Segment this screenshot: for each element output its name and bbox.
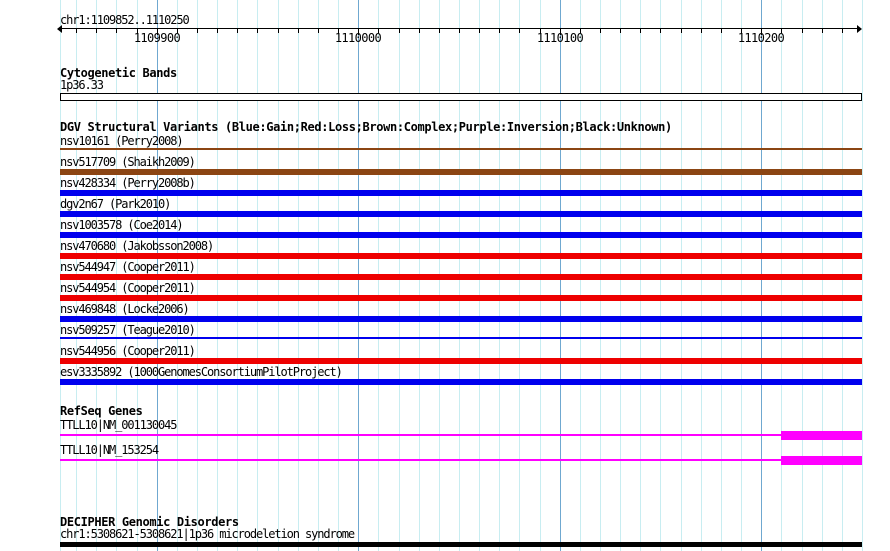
ruler-tick [681,28,682,33]
ruler-tick [116,28,117,33]
ruler-tick-label: 1110000 [334,31,382,45]
ruler-tick [96,28,97,33]
ruler-tick [318,28,319,33]
ruler-tick [76,28,77,33]
dgv-variant-bar[interactable] [60,316,862,322]
dgv-variant-label[interactable]: dgv2n67 (Park2010) [60,197,171,211]
refseq-gene-label[interactable]: TTLL10|NM_001130045 [60,418,177,432]
ruler-tick [822,28,823,33]
gene-intron-line[interactable] [60,459,781,461]
cytoband-glyph[interactable] [60,93,862,101]
ruler-tick [600,28,601,33]
dgv-variant-bar[interactable] [60,379,862,385]
dgv-variant-bar[interactable] [60,232,862,238]
dgv-variant-bar[interactable] [60,148,862,150]
ruler-tick-label: 1109900 [133,31,181,45]
ruler-tick [479,28,480,33]
ruler-tick [257,28,258,33]
ruler-tick [237,28,238,33]
dgv-variant-bar[interactable] [60,295,862,301]
ruler-tick [701,28,702,33]
ruler-tick [459,28,460,33]
dgv-variant-label[interactable]: nsv470680 (Jakobsson2008) [60,239,214,253]
dgv-variant-bar[interactable] [60,169,862,175]
dgv-variant-bar[interactable] [60,274,862,280]
ruler-tick [620,28,621,33]
gene-exon-block[interactable] [781,431,862,440]
ruler-tick [499,28,500,33]
dgv-variant-bar[interactable] [60,337,862,339]
dgv-variant-bar[interactable] [60,253,862,259]
dgv-variant-label[interactable]: nsv544956 (Cooper2011) [60,344,195,358]
ruler-tick [298,28,299,33]
ruler-tick [439,28,440,33]
ruler-tick [802,28,803,33]
gene-intron-line[interactable] [60,434,781,436]
cytoband-label: 1p36.33 [60,78,103,92]
dgv-variant-label[interactable]: nsv509257 (Teague2010) [60,323,195,337]
dgv-variant-label[interactable]: nsv469848 (Locke2006) [60,302,189,316]
ruler-tick-label: 1110100 [536,31,584,45]
dgv-variant-label[interactable]: esv3335892 (1000GenomesConsortiumPilotProject) [60,365,342,379]
region-position-label: chr1:1109852..1110250 [60,13,189,27]
dgv-variant-bar[interactable] [60,190,862,196]
decipher-region-bar[interactable] [60,542,862,547]
refseq-gene-label[interactable]: TTLL10|NM_153254 [60,443,158,457]
ruler-tick [399,28,400,33]
dgv-title: DGV Structural Variants (Blue:Gain;Red:Loss;Brown:Complex;Purple:Inversion;Black:Unknown) [60,120,672,134]
ruler-tick [197,28,198,33]
ruler-tick [217,28,218,33]
cytogenetic-bands-title: Cytogenetic Bands [60,66,177,80]
refseq-title: RefSeq Genes [60,404,143,418]
dgv-variant-label[interactable]: nsv1003578 (Coe2014) [60,218,183,232]
arrow-left-icon [57,25,62,33]
ruler-tick [842,28,843,33]
decipher-entry-label[interactable]: chr1:5308621-5308621|1p36 microdeletion syndrome [60,527,354,541]
dgv-variant-bar[interactable] [60,211,862,217]
dgv-variant-bar[interactable] [60,358,862,364]
dgv-variant-label[interactable]: nsv544954 (Cooper2011) [60,281,195,295]
dgv-variant-label[interactable]: nsv517709 (Shaikh2009) [60,155,195,169]
dgv-variant-label[interactable]: nsv428334 (Perry2008b) [60,176,195,190]
dgv-variant-label[interactable]: nsv544947 (Cooper2011) [60,260,195,274]
gridline-minor [862,0,863,551]
ruler-tick [721,28,722,33]
gene-exon-block[interactable] [781,456,862,465]
ruler-tick [660,28,661,33]
ruler-tick [640,28,641,33]
decipher-title: DECIPHER Genomic Disorders [60,515,239,529]
arrow-right-icon [857,25,862,33]
ruler-tick [419,28,420,33]
ruler-tick [519,28,520,33]
ruler-tick-label: 1110200 [737,31,785,45]
ruler-tick [278,28,279,33]
dgv-variant-label[interactable]: nsv10161 (Perry2008) [60,134,183,148]
